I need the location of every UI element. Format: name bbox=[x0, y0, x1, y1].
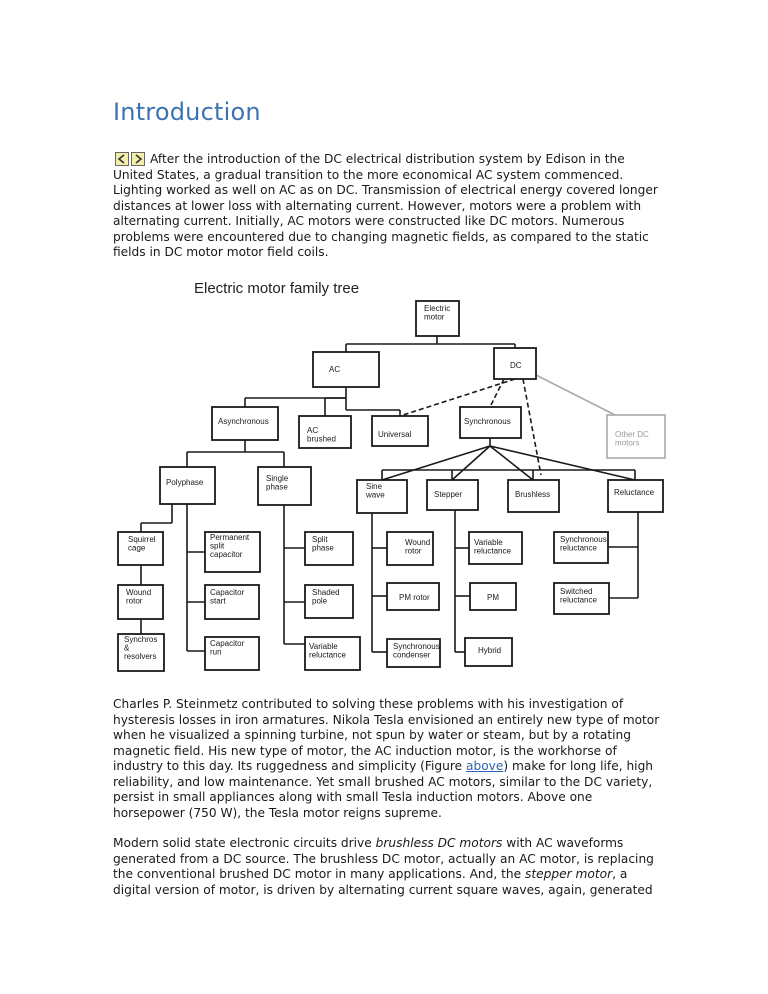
node-label-line: PM bbox=[487, 593, 499, 602]
node-other-dc bbox=[607, 415, 665, 458]
node-hybrid bbox=[465, 638, 512, 666]
node-synchros bbox=[118, 634, 164, 671]
node-label-line: rotor bbox=[126, 596, 143, 606]
connector-line bbox=[382, 446, 490, 480]
node-var-rel-b bbox=[469, 532, 522, 564]
node-wound-rotor-a bbox=[118, 585, 163, 619]
node-perm-split bbox=[205, 532, 260, 572]
steinmetz-paragraph bbox=[113, 697, 661, 821]
node-label-line: Universal bbox=[378, 430, 412, 439]
node-brushless bbox=[508, 480, 559, 512]
node-cap-start bbox=[205, 585, 259, 619]
node-label-line: Split bbox=[312, 535, 328, 544]
node-label bbox=[478, 646, 501, 655]
node-label-line: Capacitor bbox=[210, 588, 245, 597]
node-label-line: Variable bbox=[309, 642, 338, 651]
node-label-line: cage bbox=[128, 543, 146, 553]
node-label-line: reluctance bbox=[474, 546, 511, 556]
p2-text-b: ) make for long life, high reliability, and low maintenance. Yet small brushed AC motors, similar to the DC variety, persist in small appliances along with small Tesla induction motors. Above one horsepower (750 W), the Tesla motor reigns supreme. bbox=[113, 759, 654, 820]
node-label-line: reluctance bbox=[560, 595, 597, 605]
node-ac-brushed bbox=[299, 416, 351, 448]
node-label-line: Stepper bbox=[434, 490, 463, 499]
node-dc bbox=[494, 348, 536, 379]
node-synchronous bbox=[460, 407, 521, 438]
node-label bbox=[614, 488, 655, 497]
connector-line bbox=[536, 375, 615, 415]
node-label-line: Capacitor bbox=[210, 639, 245, 648]
intro-paragraph: After the introduction of the DC electrical distribution system by Edison in the United States, a gradual transition to the more economical AC system commenced. Lighting worked as well on AC as on DC. Transmission of electrical energy covered longer distances at lower loss with alternating current. However, motors were a problem with alternating current. Initially, AC motors were constructed like DC motors. Numerous problems were encountered due to changing magnetic fields, as compared to the static fields in DC motor motor field coils. bbox=[113, 152, 658, 259]
diagram-title: Electric motor family tree bbox=[194, 280, 360, 297]
node-switched-rel bbox=[554, 583, 609, 614]
node-label-line: Synchronous bbox=[560, 535, 607, 544]
node-label-line: split bbox=[210, 541, 225, 551]
brushless-dc-term: brushless DC motors bbox=[375, 836, 503, 850]
node-universal bbox=[372, 416, 428, 446]
node-label-line: Electric bbox=[424, 304, 451, 313]
node-label-line: rotor bbox=[405, 546, 422, 556]
node-label bbox=[218, 417, 269, 426]
connector-line bbox=[523, 379, 541, 475]
node-ac bbox=[313, 352, 379, 387]
node-pm bbox=[470, 583, 516, 610]
node-label-line: DC bbox=[510, 361, 522, 370]
node-label-line: Shaded bbox=[312, 588, 340, 597]
node-label-line: Reluctance bbox=[614, 488, 655, 497]
node-label bbox=[487, 593, 499, 602]
node-label-line: Variable bbox=[474, 538, 503, 547]
connector-line bbox=[490, 379, 504, 407]
node-sync-condenser bbox=[387, 639, 440, 667]
node-label bbox=[464, 417, 511, 426]
node-label-line: Asynchronous bbox=[218, 417, 269, 426]
node-cap-run bbox=[205, 637, 259, 670]
node-single-phase bbox=[258, 467, 311, 505]
node-label-line: Polyphase bbox=[166, 478, 204, 487]
node-label-line: Other DC bbox=[615, 430, 649, 439]
node-label-line: AC bbox=[329, 365, 341, 374]
node-label-line: reluctance bbox=[309, 650, 346, 660]
p3-text-b: with AC waveforms generated from a DC source. The brushless DC motor, actually an AC motor, is replacing the conventional brushed DC motor in many applications. And, the bbox=[113, 836, 654, 881]
node-label-line: phase bbox=[266, 482, 288, 492]
node-var-rel-a bbox=[305, 637, 360, 670]
node-label bbox=[510, 361, 522, 370]
node-reluctance bbox=[608, 480, 663, 512]
node-label-line: Wound bbox=[126, 588, 152, 597]
stepper-motor-term: stepper motor bbox=[525, 867, 613, 881]
node-label-line: Squirrel bbox=[128, 535, 156, 544]
node-label bbox=[560, 587, 597, 605]
connector-line bbox=[452, 446, 490, 480]
node-label-line: wave bbox=[366, 490, 385, 500]
node-label-line: capacitor bbox=[210, 550, 243, 559]
node-label bbox=[266, 474, 289, 492]
node-label-line: Synchronous bbox=[464, 417, 511, 426]
node-squirrel-cage bbox=[118, 532, 163, 565]
node-label-line: & bbox=[124, 643, 130, 653]
node-wound-rotor-b bbox=[387, 532, 433, 565]
node-electric bbox=[416, 301, 459, 336]
node-label-line: reluctance bbox=[560, 543, 597, 553]
node-label-line: Single bbox=[266, 474, 289, 483]
node-label-line: pole bbox=[312, 596, 328, 606]
node-label bbox=[399, 593, 430, 602]
node-label-line: Sine bbox=[366, 482, 383, 491]
node-label-line: Switched bbox=[560, 587, 593, 596]
node-label-line: resolvers bbox=[124, 652, 157, 661]
p3-text-a: Modern solid state electronic circuits drive bbox=[113, 836, 376, 850]
node-label-line: Wound bbox=[405, 538, 431, 547]
node-label-line: Permanent bbox=[210, 533, 250, 542]
node-stepper bbox=[427, 480, 478, 510]
p3-text-c: , a digital version of motor, is driven by alternating current square waves, again, generated bbox=[113, 867, 653, 897]
node-label-line: motor bbox=[424, 312, 445, 322]
node-label-line: phase bbox=[312, 543, 334, 553]
node-label-line: motors bbox=[615, 438, 640, 448]
node-polyphase bbox=[160, 467, 215, 504]
node-label bbox=[329, 365, 340, 374]
node-label-line: PM rotor bbox=[399, 593, 430, 602]
node-label bbox=[166, 478, 204, 487]
node-label-line: run bbox=[210, 647, 222, 657]
node-sine-wave bbox=[357, 480, 407, 513]
node-box bbox=[313, 352, 379, 387]
figure-above-link[interactable]: above bbox=[466, 759, 504, 773]
node-label-line: condenser bbox=[393, 650, 431, 660]
node-label bbox=[434, 490, 462, 499]
node-label bbox=[515, 490, 550, 499]
node-label bbox=[378, 430, 412, 439]
node-asynchronous bbox=[212, 407, 278, 440]
node-label-line: Hybrid bbox=[478, 646, 502, 655]
node-sync-rel bbox=[554, 532, 608, 563]
p2-text-a: Charles P. Steinmetz contributed to solving these problems with his investigation of hysteresis losses in iron armatures. Nikola Tesla envisioned an entirely new type of motor when he visualized a spinning turbine, not spun by water or steam, but by a rotating magnetic field. His new type of motor, the AC induction motor, is the workhorse of industry to this day. Its ruggedness and simplicity (Figure bbox=[113, 697, 660, 773]
diagram-nodes bbox=[118, 301, 665, 671]
node-label-line: AC bbox=[307, 426, 319, 435]
node-shaded-pole bbox=[305, 585, 353, 618]
page-title: Introduction bbox=[113, 98, 261, 126]
brushless-paragraph bbox=[113, 836, 661, 898]
node-split-phase bbox=[305, 532, 353, 565]
node-label-line: brushed bbox=[307, 434, 336, 444]
node-label-line: Brushless bbox=[515, 490, 551, 499]
node-label-line: Synchronous bbox=[393, 642, 440, 651]
node-pm-rotor bbox=[387, 583, 439, 610]
node-label-line: Synchros bbox=[124, 635, 158, 644]
node-label-line: start bbox=[210, 596, 226, 606]
